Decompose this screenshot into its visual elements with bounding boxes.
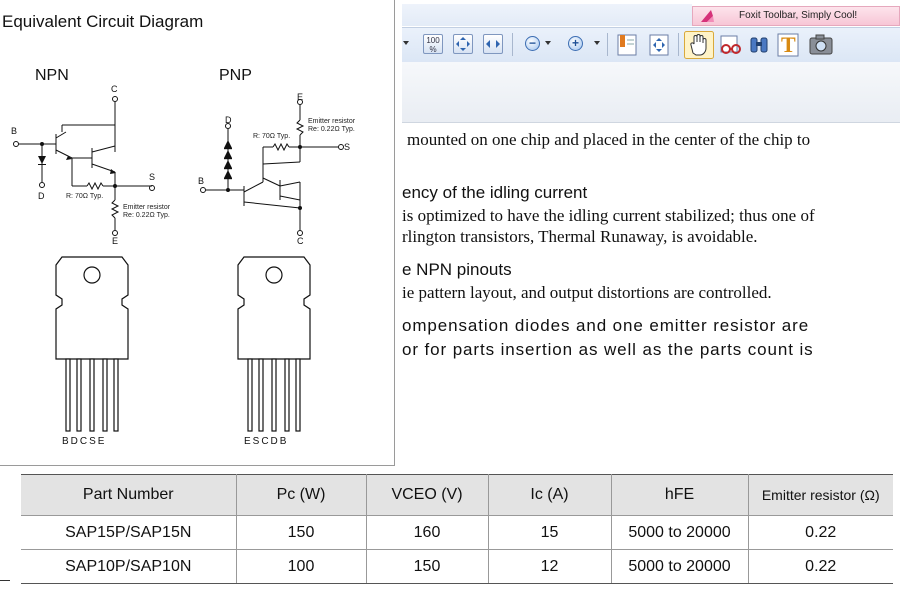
table-header-row	[21, 475, 893, 516]
npn-label: NPN	[35, 67, 69, 84]
doc-line: rlington transistors, Thermal Runaway, is avoidable.	[402, 227, 758, 246]
cell-vceo: 150	[366, 550, 488, 584]
toolbar	[402, 27, 900, 64]
zoom-out-button[interactable]: −	[525, 36, 540, 51]
cell-vceo: 160	[366, 516, 488, 550]
pnp-pin-d: D	[225, 115, 232, 125]
bookmark-icon[interactable]	[614, 32, 640, 58]
text-tool-button[interactable]	[776, 32, 800, 58]
npn-pin-e: E	[112, 236, 119, 246]
text-tool-label: T	[781, 32, 796, 57]
toolbar-overflow-caret[interactable]	[403, 41, 409, 45]
header-hfe: hFE	[611, 475, 748, 516]
binoculars-icon[interactable]	[746, 32, 772, 58]
page-edge-mark	[0, 580, 10, 581]
cell-ic: 15	[488, 516, 611, 550]
fit-page-icon	[454, 35, 472, 53]
doc-heading: e NPN pinouts	[402, 260, 512, 279]
doc-line: ompensation diodes and one emitter resistor are	[402, 316, 810, 335]
table-row	[21, 516, 893, 550]
specification-table	[21, 474, 893, 584]
zoom-out-dropdown[interactable]	[545, 41, 551, 45]
pnp-pin-b: B	[198, 176, 205, 186]
npn-emitter-resistor-label: Emitter resistor	[123, 204, 171, 211]
doc-line: ie pattern layout, and output distortions are controlled.	[402, 283, 772, 302]
npn-schematic	[0, 80, 200, 250]
doc-line: mounted on one chip and placed in the center of the chip to	[407, 130, 811, 149]
page-view-icon[interactable]	[646, 32, 672, 58]
toolbar-separator	[678, 33, 679, 56]
cell-re: 0.22	[748, 550, 893, 584]
cell-part: SAP15P/SAP15N	[21, 516, 236, 550]
npn-re-label: Re: 0.22Ω Typ.	[123, 212, 170, 219]
pnp-package-pins: ESCDB	[244, 436, 289, 447]
npn-pin-b: B	[11, 126, 18, 136]
header-emitter-resistor: Emitter resistor (Ω)	[748, 475, 893, 516]
npn-pin-s: S	[149, 172, 156, 182]
header-vceo: VCEO (V)	[366, 475, 488, 516]
cell-pc: 100	[236, 550, 366, 584]
pnp-r-label: R: 70Ω Typ.	[253, 133, 291, 140]
toolbar-separator	[512, 33, 513, 56]
header-part-number: Part Number	[21, 475, 236, 516]
pnp-pin-c: C	[297, 236, 304, 246]
npn-package-pins: BDCSE	[62, 436, 107, 447]
fit-width-button[interactable]	[483, 34, 503, 54]
cell-ic: 12	[488, 550, 611, 584]
pnp-re-label: Re: 0.22Ω Typ.	[308, 126, 355, 133]
pnp-label: PNP	[219, 67, 252, 84]
npn-package-drawing	[52, 255, 132, 435]
foxit-toolbar-banner[interactable]	[692, 6, 900, 26]
cell-re: 0.22	[748, 516, 893, 550]
actual-size-button[interactable]: 100 %	[423, 34, 443, 54]
foxit-logo-icon	[699, 8, 715, 24]
zoom-in-dropdown[interactable]	[594, 41, 600, 45]
toolbar-separator	[607, 33, 608, 56]
toolbar-ribbon	[402, 4, 692, 26]
pnp-emitter-resistor-label: Emitter resistor	[308, 118, 356, 125]
zoom-in-button[interactable]: +	[568, 36, 583, 51]
npn-r-label: R: 70Ω Typ.	[66, 193, 104, 200]
header-pc: Pc (W)	[236, 475, 366, 516]
camera-icon[interactable]	[808, 32, 834, 58]
pnp-pin-s: S	[344, 142, 351, 152]
pnp-schematic	[195, 90, 385, 250]
cell-hfe: 5000 to 20000	[611, 516, 748, 550]
doc-line: is optimized to have the idling current stabilized; thus one of	[402, 206, 815, 225]
pnp-pin-e: E	[297, 92, 304, 102]
cell-hfe: 5000 to 20000	[611, 550, 748, 584]
npn-pin-d: D	[38, 191, 45, 201]
doc-line: or for parts insertion as well as the parts count is	[402, 340, 814, 359]
pnp-package-drawing	[234, 255, 314, 435]
cell-part: SAP10P/SAP10N	[21, 550, 236, 584]
diagram-title: Equivalent Circuit Diagram	[2, 12, 204, 31]
table-row	[21, 550, 893, 584]
fit-page-button[interactable]	[453, 34, 473, 54]
hand-tool-icon[interactable]	[684, 31, 714, 59]
npn-pin-c: C	[111, 84, 118, 94]
banner-text: Foxit Toolbar, Simply Cool!	[739, 10, 858, 21]
fit-width-icon	[484, 35, 502, 53]
header-ic: Ic (A)	[488, 475, 611, 516]
doc-heading: ency of the idling current	[402, 183, 588, 202]
toolbar-lower-area	[402, 62, 900, 123]
cell-pc: 150	[236, 516, 366, 550]
reading-glasses-icon[interactable]	[717, 32, 743, 58]
